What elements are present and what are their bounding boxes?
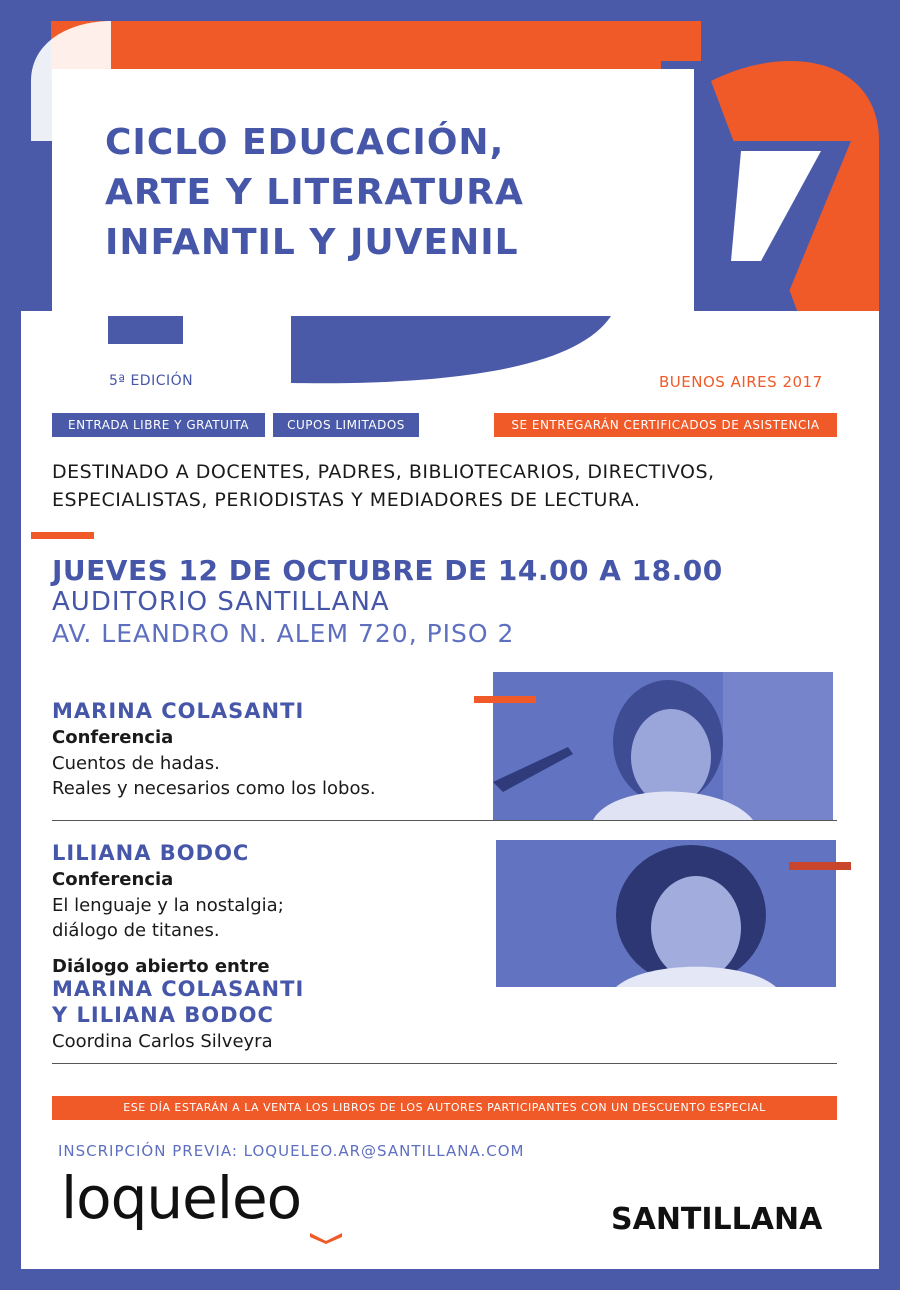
speaker1-photo: [493, 672, 833, 820]
speaker1-line-2: Reales y necesarios como los lobos.: [52, 778, 376, 799]
divider-1: [52, 820, 837, 821]
dialogue-intro: Diálogo abierto entre: [52, 956, 270, 977]
event-venue: AUDITORIO SANTILLANA: [52, 587, 390, 617]
speaker1-name: MARINA COLASANTI: [52, 699, 305, 723]
speaker1-type: Conferencia: [52, 727, 174, 748]
speaker1-accent-bar: [474, 696, 536, 703]
tag-free-entry: ENTRADA LIBRE Y GRATUITA: [52, 413, 265, 437]
edition-label: 5ª EDICIÓN: [109, 373, 194, 389]
dialogue-coordinator: Coordina Carlos Silveyra: [52, 1031, 273, 1052]
book-icon: [308, 1231, 344, 1245]
title-line-1: CICLO EDUCACIÓN,: [105, 122, 505, 163]
registration-email[interactable]: INSCRIPCIÓN PREVIA: LOQUELEO.AR@SANTILLANA.COM: [58, 1142, 525, 1160]
event-title: [105, 118, 524, 268]
speaker1-line-1: Cuentos de hadas.: [52, 753, 220, 774]
speaker1-portrait: [493, 672, 833, 820]
speaker2-name: LILIANA BODOC: [52, 841, 250, 865]
audience-line-2: ESPECIALISTAS, PERIODISTAS Y MEDIADORES DE LECTURA.: [52, 489, 641, 511]
loqueleo-logo: loqueleo: [61, 1164, 302, 1232]
divider-2: [52, 1063, 837, 1064]
tag-certificates: SE ENTREGARÁN CERTIFICADOS DE ASISTENCIA: [494, 413, 837, 437]
speaker2-line-1: El lenguaje y la nostalgia;: [52, 895, 284, 916]
speaker2-portrait: [496, 840, 836, 987]
sale-notice: ESE DÍA ESTARÁN A LA VENTA LOS LIBROS DE LOS AUTORES PARTICIPANTES CON UN DESCUENTO ESPECIAL: [52, 1096, 837, 1120]
dialogue-names-1: MARINA COLASANTI: [52, 977, 305, 1001]
dialogue-names-2: Y LILIANA BODOC: [52, 1003, 274, 1027]
audience-line-1: DESTINADO A DOCENTES, PADRES, BIBLIOTECARIOS, DIRECTIVOS,: [52, 461, 715, 483]
location-year: BUENOS AIRES 2017: [659, 373, 823, 391]
event-address: AV. LEANDRO N. ALEM 720, PISO 2: [52, 619, 515, 648]
speaker2-type: Conferencia: [52, 869, 174, 890]
speaker2-photo: [496, 840, 836, 987]
santillana-logo: SANTILLANA: [611, 1202, 823, 1237]
event-date-time: JUEVES 12 DE OCTUBRE DE 14.00 A 18.00: [52, 554, 723, 587]
section-accent-bar: [31, 532, 94, 539]
audience-text: [52, 458, 715, 514]
title-line-2: ARTE Y LITERATURA: [105, 172, 524, 213]
speaker2-line-2: diálogo de titanes.: [52, 920, 220, 941]
speaker2-accent-bar: [789, 862, 851, 870]
tag-limited: CUPOS LIMITADOS: [273, 413, 419, 437]
title-line-3: INFANTIL Y JUVENIL: [105, 222, 519, 263]
poster-panel: [21, 21, 879, 1269]
